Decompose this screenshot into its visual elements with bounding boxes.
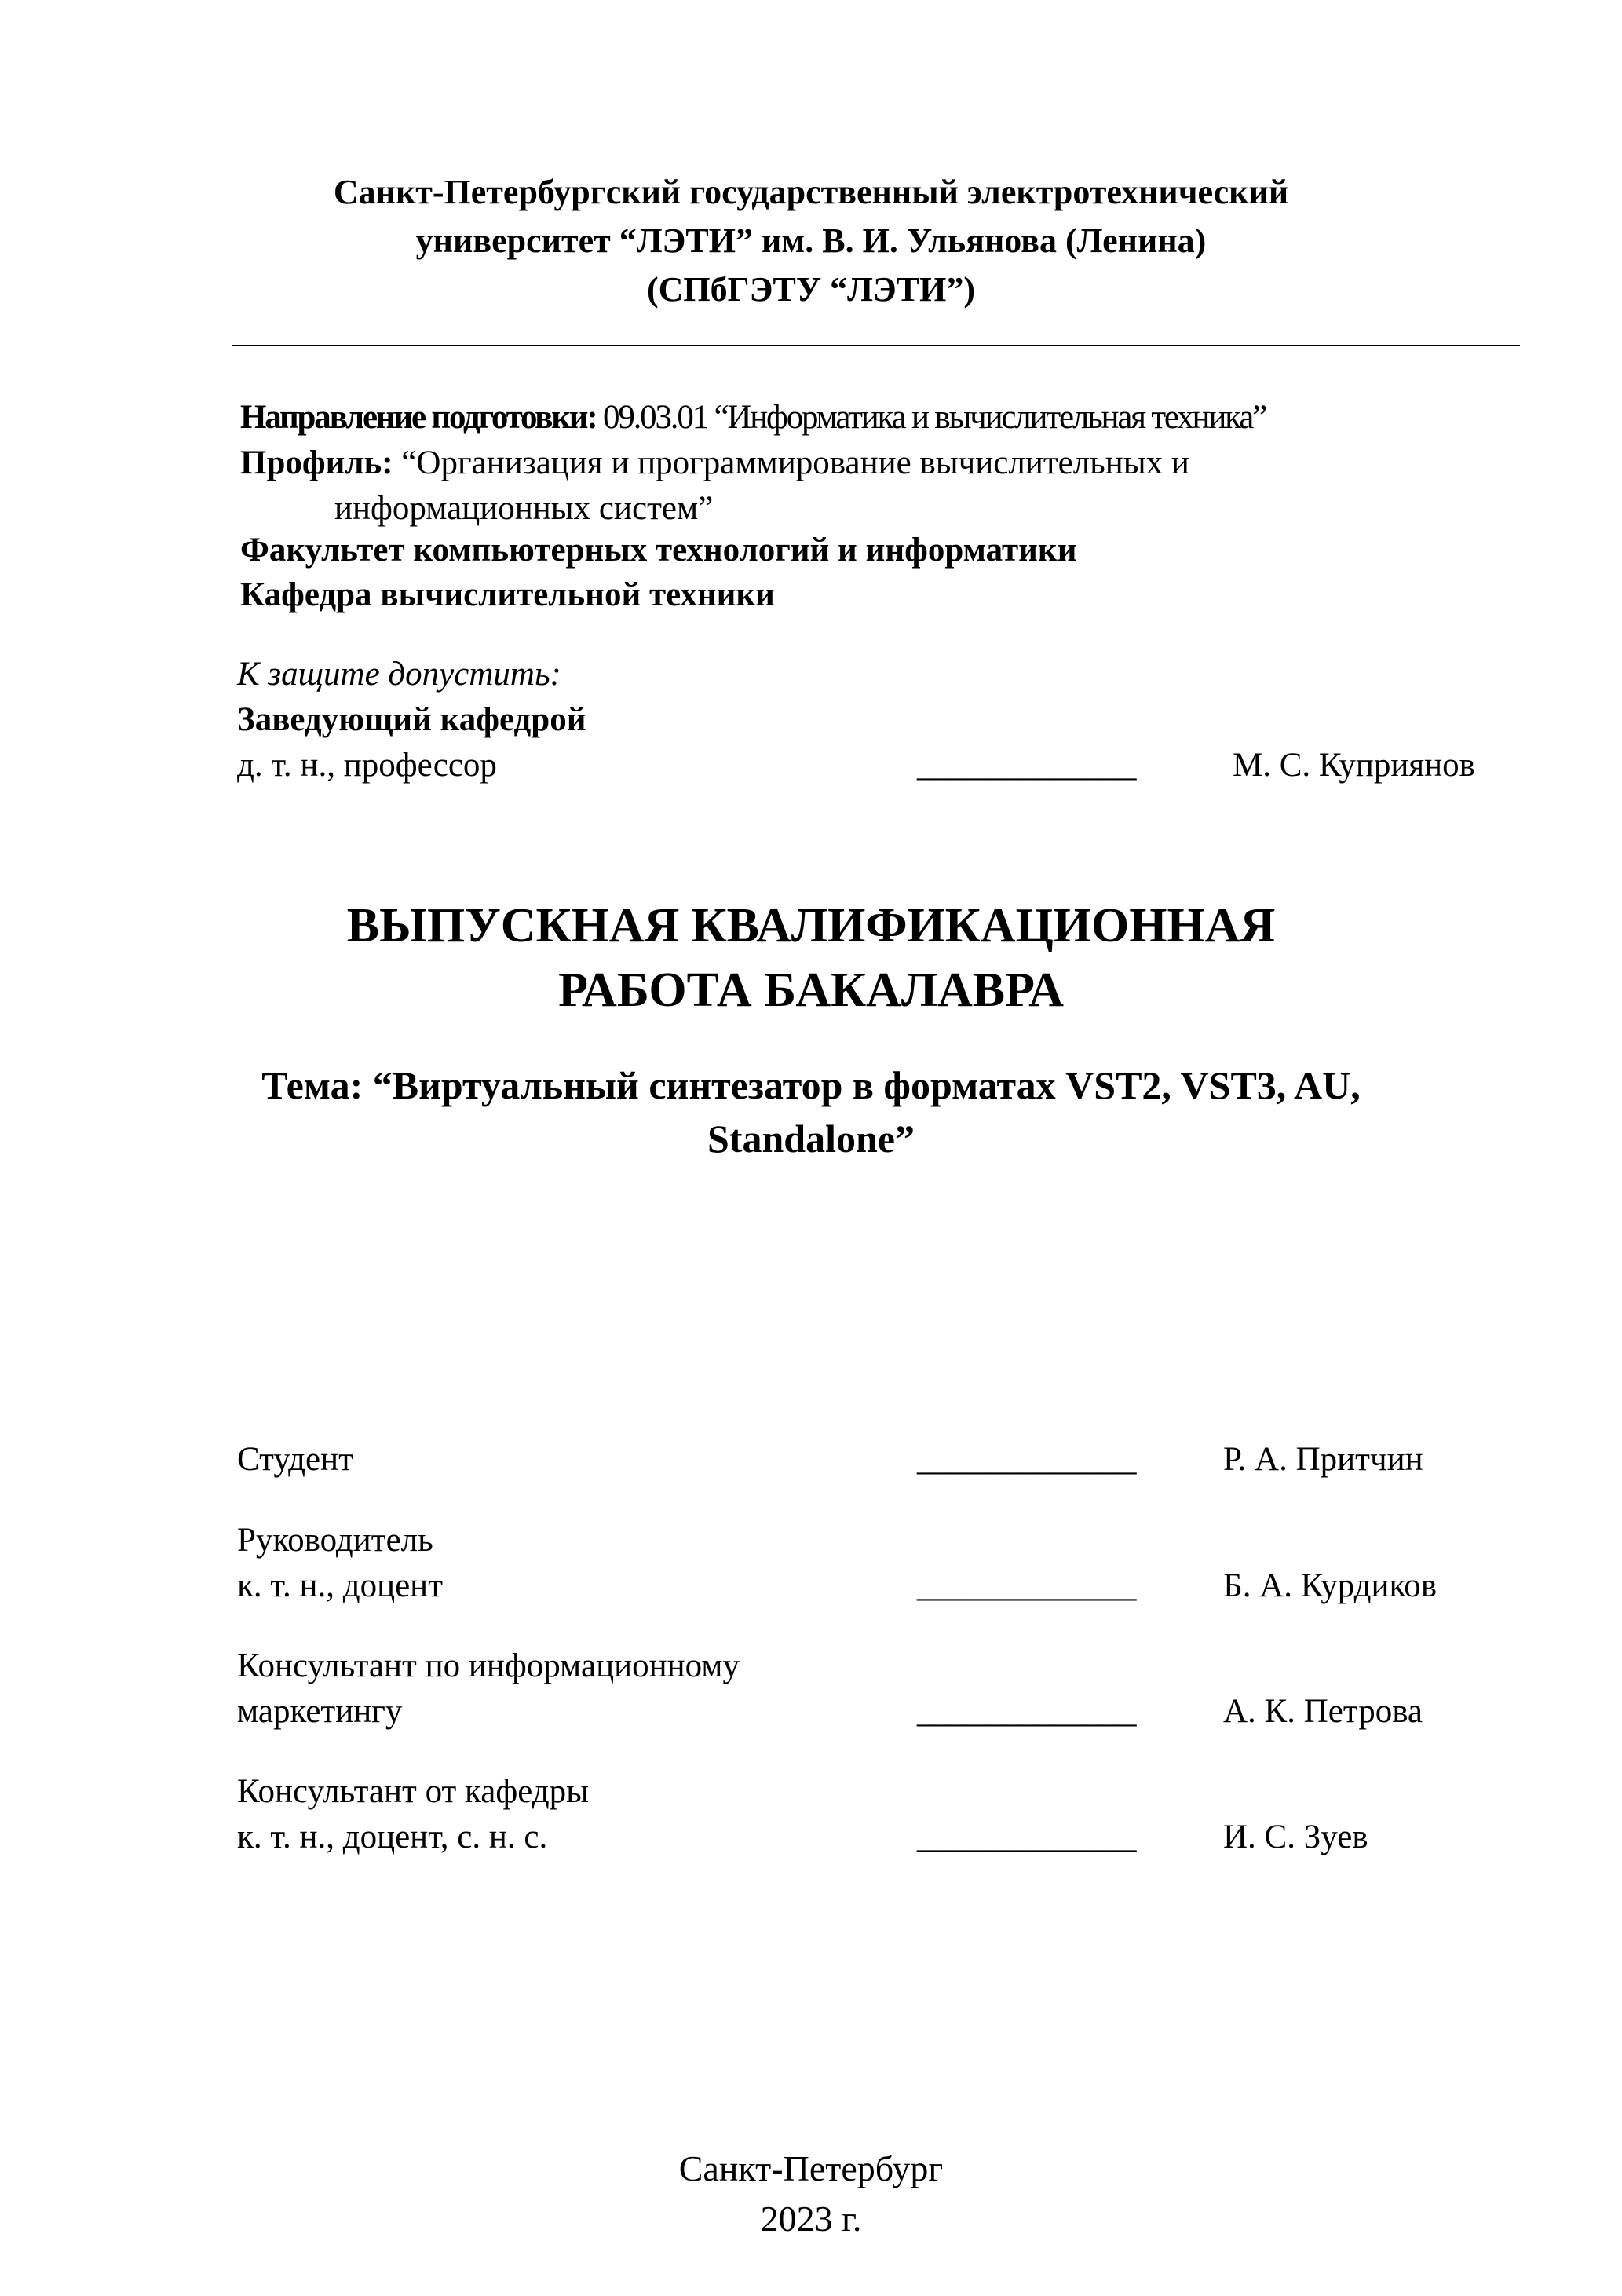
department-head-name: М. С. Куприянов [1233,747,1475,784]
signature-role-department-consultant: Консультант от кафедры [237,1773,590,1810]
thesis-topic-line2: Standalone” [707,1117,915,1161]
document-title-line1: ВЫПУСКНАЯ КВАЛИФИКАЦИОННАЯ [346,899,1276,952]
signature-role-marketing-consultant-line2: маркетингу [237,1693,403,1730]
signature-name-supervisor: Б. А. Курдиков [1223,1567,1438,1604]
signature-role-student: Студент [237,1441,353,1478]
approval-label: К защите допустить: [237,656,561,693]
department-head-signature-line: _____________ [917,747,1137,784]
university-name-line2: университет “ЛЭТИ” им. В. И. Ульянова (Ленина) [415,221,1207,260]
thesis-topic [0,1058,1622,1165]
university-name-line1: Санкт-Петербургский государственный электротехнический [333,173,1289,211]
faculty: Факультет компьютерных технологий и информатики [240,532,1077,569]
profile-value-line1: “Организация и программирование вычислительных и [393,444,1189,481]
footer-city: Санкт-Петербург [678,2148,944,2188]
study-direction-value: 09.03.01 “Информатика и вычислительная техника” [596,399,1266,436]
footer [0,2144,1622,2244]
signature-name-student: Р. А. Притчин [1223,1441,1423,1478]
study-direction-label: Направление подготовки: [240,399,597,436]
signature-name-department-consultant: И. С. Зуев [1223,1819,1368,1855]
signature-degree-supervisor: к. т. н., доцент [237,1567,443,1604]
signature-line-department-consultant: _____________ [917,1819,1137,1855]
thesis-topic-line1: Тема: “Виртуальный синтезатор в форматах VST2, VST3, AU, [261,1063,1361,1107]
signature-role-marketing-consultant: Консультант по информационному [237,1647,740,1684]
document-title-line2: РАБОТА БАКАЛАВРА [558,963,1064,1017]
signature-line-marketing-consultant: _____________ [917,1693,1137,1730]
profile [240,441,1189,486]
profile-value-line2: информационных систем” [334,490,714,527]
document-title [0,894,1622,1022]
profile-label: Профиль: [240,444,393,481]
signature-line-student: _____________ [917,1441,1137,1478]
university-header [0,168,1622,314]
department-head-title: Заведующий кафедрой [237,701,586,738]
signature-role-supervisor: Руководитель [237,1522,433,1559]
footer-year: 2023 г. [760,2199,862,2239]
department: Кафедра вычислительной техники [240,576,775,613]
signature-line-supervisor: _____________ [917,1567,1137,1604]
signature-name-marketing-consultant: А. К. Петрова [1223,1693,1423,1730]
department-head-degree: д. т. н., профессор [237,747,497,784]
study-direction [240,395,1266,441]
university-abbreviation: (СПбГЭТУ “ЛЭТИ”) [647,270,975,309]
signature-degree-department-consultant: к. т. н., доцент, с. н. с. [237,1819,548,1855]
header-divider [232,345,1520,346]
